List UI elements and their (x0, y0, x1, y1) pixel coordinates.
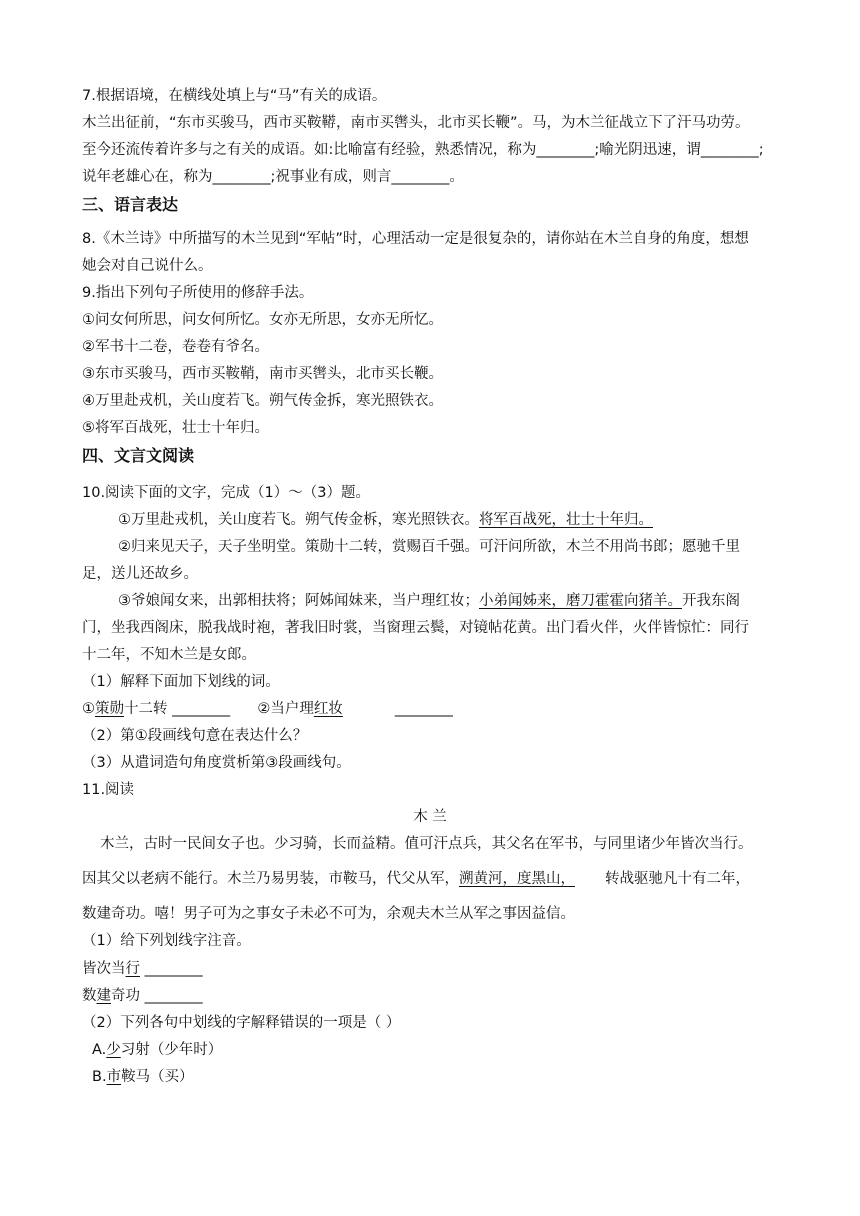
q10-sub-1b-blank: ________ (394, 701, 453, 717)
q9-item: ②军书十二卷，卷卷有爷名。 (82, 339, 269, 355)
q10-para-1-underlined: 将军百战死，壮士十年归。 (479, 512, 653, 528)
option-b-letter: B. (92, 1069, 107, 1085)
q9-item: ①问女何所思，问女何所忆。女亦无所思，女亦无所忆。 (82, 312, 443, 328)
q10-sub-1: （1）解释下面加下划线的词。 (82, 674, 280, 690)
q10-sub-1a-blank: 十二转 ________ (124, 701, 231, 717)
q8-line-2: 她会对自己说什么。 (82, 258, 213, 274)
q10-para-3-line-3: 十二年，不知木兰是女郎。 (82, 647, 256, 663)
q10-para-3-text-after: 开我东阁 (682, 593, 740, 609)
option-a-text: 习射（少年时） (120, 1042, 223, 1058)
q10-para-3-line-2: 门，坐我西阁床，脱我战时袍，著我旧时裳，当窗理云鬓，对镜帖花黄。出门看火伴，火伴皆惊忙：同行 (82, 620, 749, 636)
q10-sub-3: （3）从遣词造句角度赏析第③段画线句。 (82, 755, 351, 771)
option-a-underlined: 少 (106, 1042, 121, 1058)
q11-sub-1b-underlined: 建 (96, 988, 111, 1004)
q11-passage-text-after: 转战驱驰凡十有二年， (605, 871, 750, 887)
q11-sub-1a-prefix: 皆次当 (82, 961, 126, 977)
q10-para-1 (118, 507, 778, 534)
q7-text-line-3: 说年老雄心在，称为________;祝事业有成，则言________。 (82, 169, 464, 185)
q10-para-2-line-1: ②归来见天子，天子坐明堂。策勋十二转，赏赐百千强。可汗问所欲，木兰不用尚书郎；愿驰千里 (118, 539, 740, 555)
q11-passage-line-1: 木兰，古时一民间女子也。少习骑，长而益精。值可汗点兵，其父名在军书，与同里诸少年皆次当行。 (100, 836, 753, 852)
q11-sub-1: （1）给下列划线字注音。 (82, 933, 251, 949)
q11-option-a (92, 1037, 778, 1064)
q9-item: ③东市买骏马，西市买鞍鞘，南市买辔头，北市买长鞭。 (82, 366, 443, 382)
q11-passage-underlined: 溯黄河，度黑山， (459, 871, 575, 887)
option-a-letter: A. (92, 1042, 107, 1058)
q7-text-line-2: 至今还流传着许多与之有关的成语。如:比喻富有经验，熟悉情况，称为________;喻光阴迅速，谓________; (82, 142, 764, 158)
q11-passage-text: 因其父以老病不能行。木兰乃易男装，市鞍马，代父从军， (82, 871, 459, 887)
q10-para-2-line-2: 足，送儿还故乡。 (82, 566, 198, 582)
option-b-text: 鞍马（买） (121, 1069, 194, 1085)
q11-sub-2: （2）下列各句中划线的字解释错误的一项是（ ） (82, 1015, 401, 1031)
q10-sub-1-items (82, 696, 778, 723)
q11-sub-1b-blank: 奇功 ________ (111, 988, 203, 1004)
q11-sub-1a-underlined: 行 (125, 961, 140, 977)
q11-title: 11.阅读 (82, 782, 135, 798)
q11-option-b (92, 1064, 778, 1091)
q11-passage-line-3: 数建奇功。嘻！男子可为之事女子未必不可为，余观夫木兰从军之事因益信。 (82, 906, 575, 922)
q10-sub-1b-prefix: ②当户理 (257, 701, 314, 717)
q9-item: ④万里赴戎机，关山度若飞。朔气传金拆，寒光照铁衣。 (82, 393, 443, 409)
section-heading-4: 四、文言文阅读 (82, 446, 195, 465)
q9-title: 9.指出下列句子所使用的修辞手法。 (82, 285, 314, 301)
q10-para-3-text: ③爷娘闻女来，出郭相扶将；阿姊闻妹来，当户理红妆； (118, 593, 479, 609)
q10-para-3-line-1 (118, 588, 778, 615)
section-heading-3: 三、语言表达 (82, 195, 179, 214)
q10-sub-1a-prefix: ① (82, 701, 95, 717)
q7-title: 7.根据语境，在横线处填上与“马”有关的成语。 (82, 88, 387, 104)
q11-passage-line-2 (82, 866, 778, 893)
q11-sub-1a (82, 956, 778, 983)
q10-title: 10.阅读下面的文字，完成（1）～（3）题。 (82, 485, 371, 501)
q7-text-line-1: 木兰出征前，“东市买骏马，西市买鞍鞯，南市买辔头，北市买长鞭”。马，为木兰征战立下了汗马功劳。 (82, 115, 750, 131)
q10-para-3-underlined: 小弟闻姊来，磨刀霍霍向猪羊。 (479, 593, 682, 609)
q11-passage-heading: 木 兰 (413, 809, 447, 825)
q9-item: ⑤将军百战死，壮士十年归。 (82, 420, 269, 436)
q11-sub-1b (82, 983, 778, 1010)
q10-sub-1b-underlined: 红妆 (313, 701, 343, 717)
q8-line-1: 8.《木兰诗》中所描写的木兰见到“军帖”时，心理活动一定是很复杂的，请你站在木兰自身的角度，想想 (82, 231, 749, 247)
q10-sub-1a-underlined: 策勋 (95, 701, 124, 717)
q11-sub-1a-blank: ________ (144, 961, 203, 977)
q10-para-1-text: ①万里赴戎机，关山度若飞。朔气传金柝，寒光照铁衣。 (118, 512, 479, 528)
option-b-underlined: 市 (106, 1069, 122, 1085)
q10-sub-2: （2）第①段画线句意在表达什么？ (82, 728, 308, 744)
q11-sub-1b-prefix: 数 (82, 988, 97, 1004)
